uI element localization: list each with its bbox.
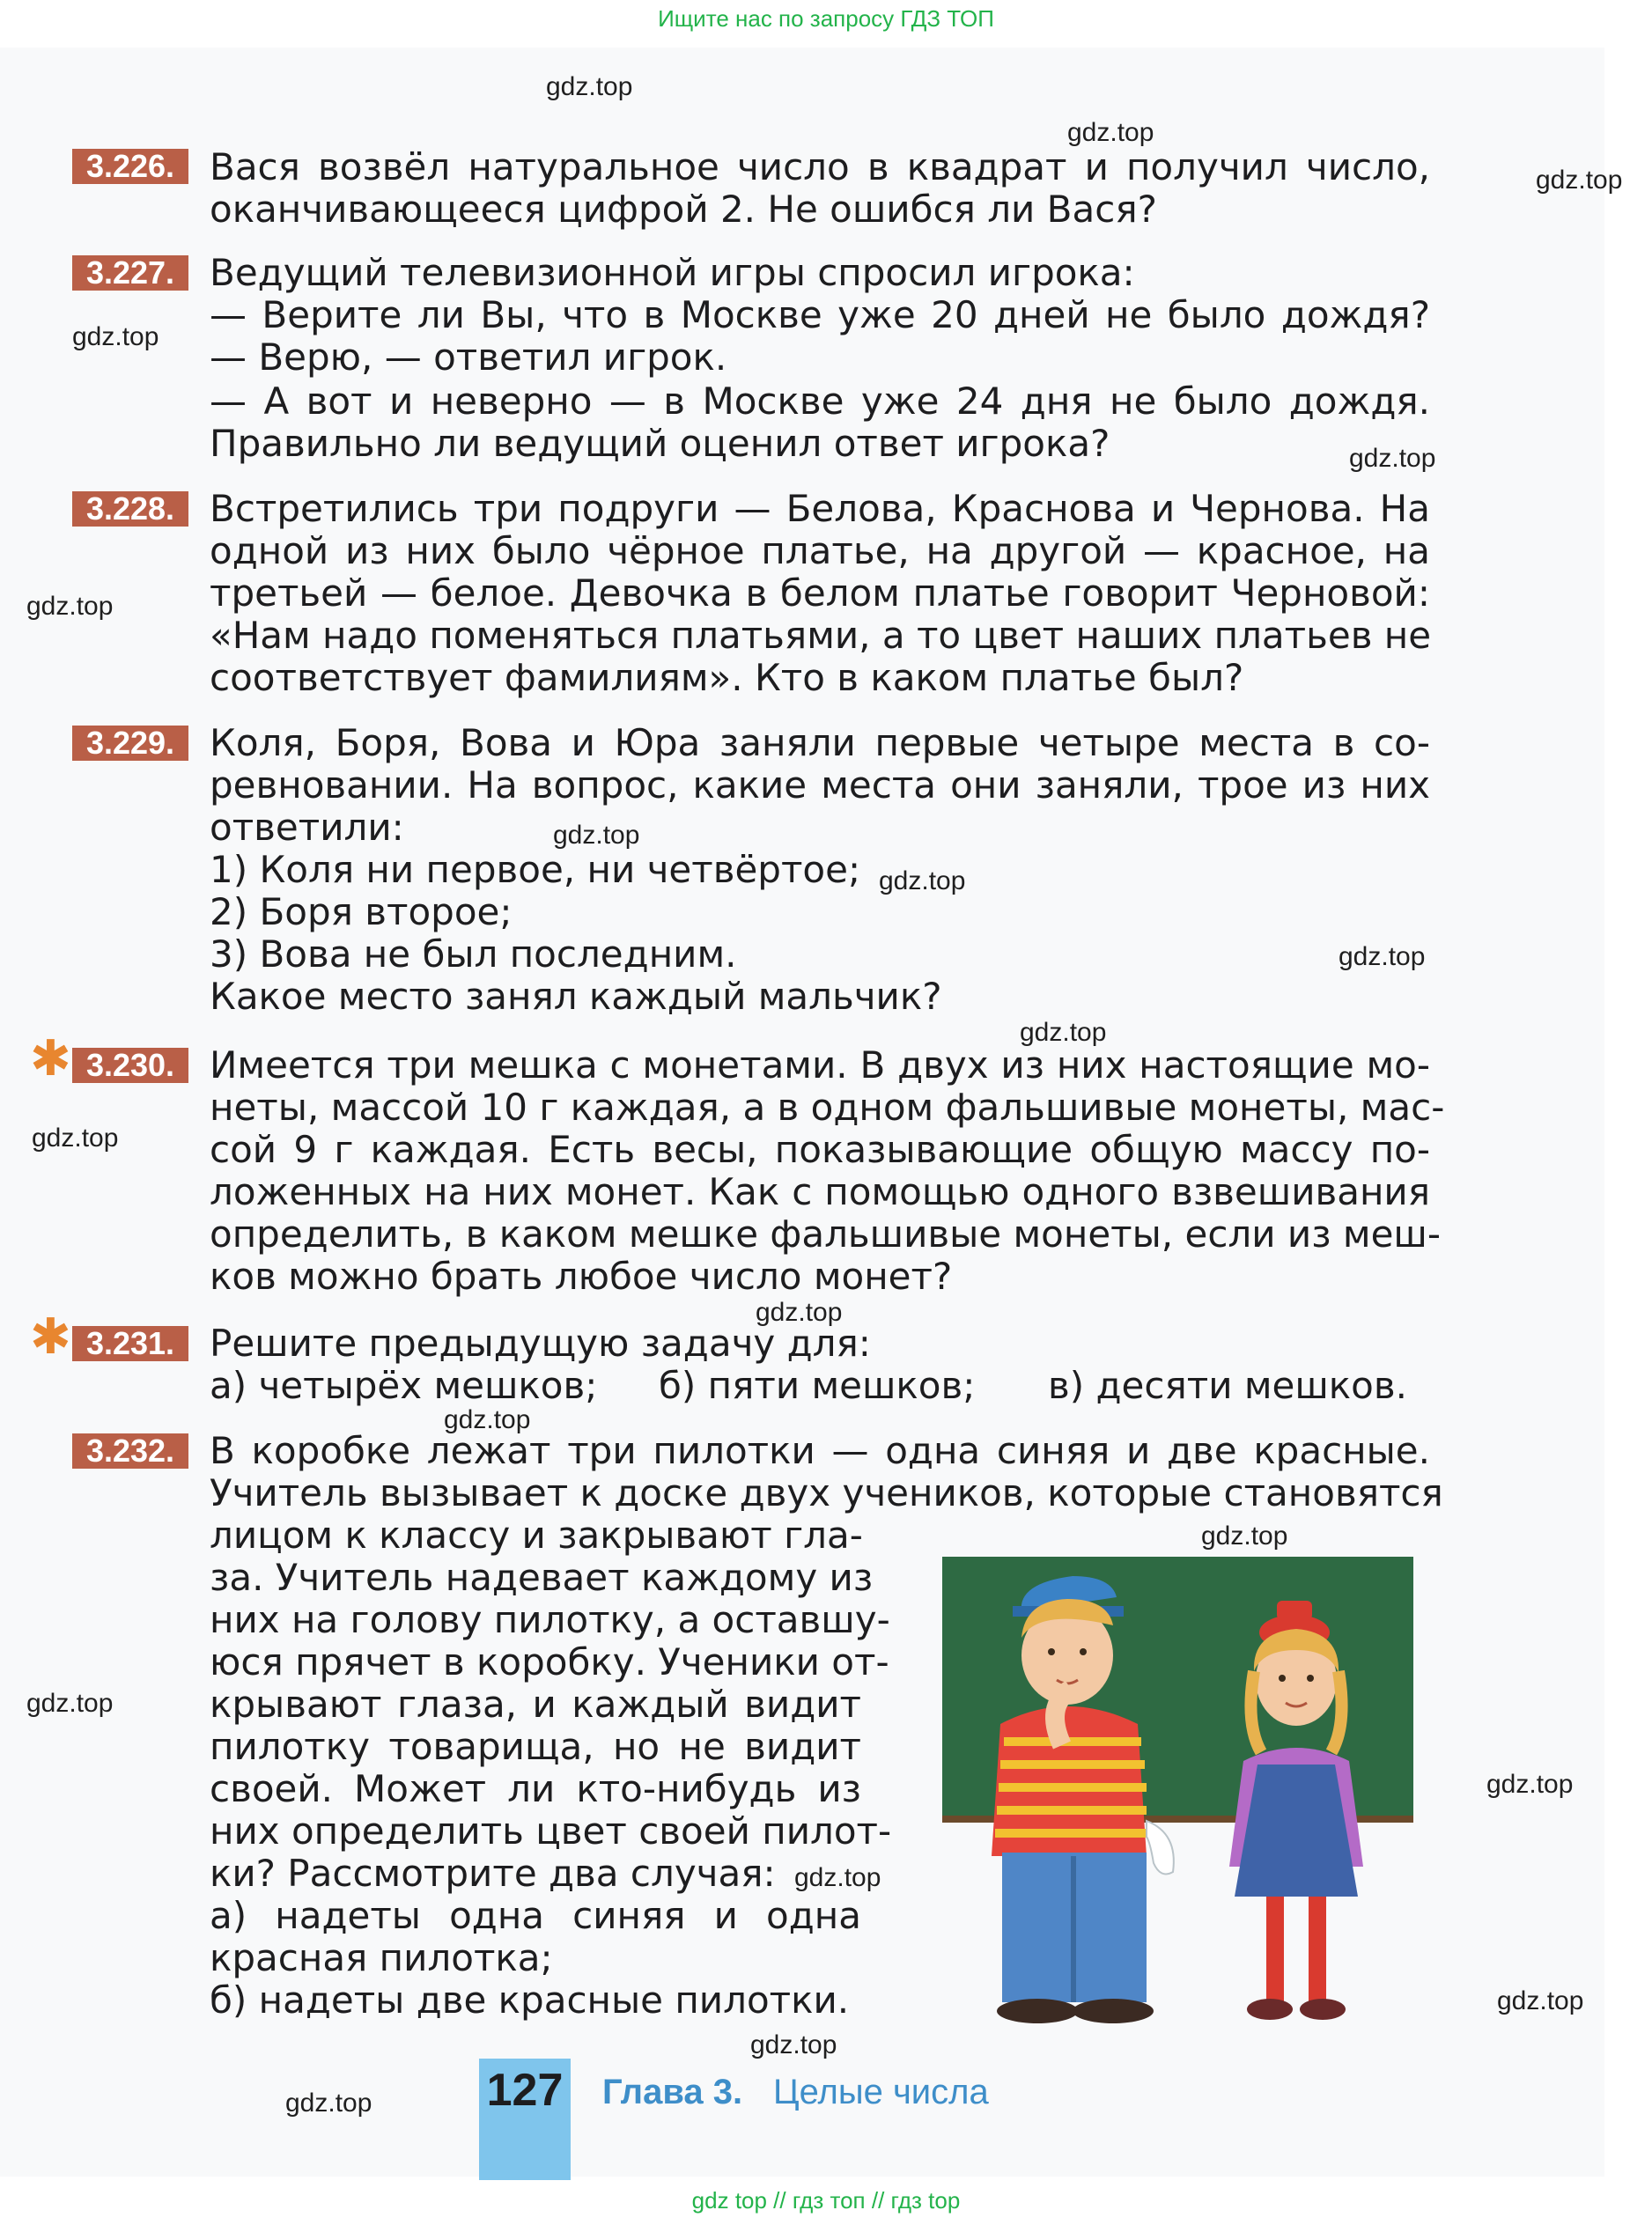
watermark: gdz.top xyxy=(444,1405,531,1434)
task-text-line: В коробке лежат три пилотки — одна синяя и две красные. xyxy=(210,1429,1430,1472)
watermark: gdz.top xyxy=(26,1689,114,1718)
watermark: gdz.top xyxy=(750,2030,837,2059)
watermark: gdz.top xyxy=(1497,1986,1584,2015)
task-number: 3.226. xyxy=(72,149,188,184)
task-text-line: ложенных на них монет. Как с помощью одного взвешивания xyxy=(210,1170,1430,1213)
task-text-line: Решите предыдущую задачу для: xyxy=(210,1322,871,1365)
task-text-line: ревновании. На вопрос, какие места они заняли, трое из них xyxy=(210,763,1430,807)
task-text-line: Правильно ли ведущий оценил ответ игрока? xyxy=(210,422,1110,465)
task-text-line: 1) Коля ни первое, ни четвёртое; xyxy=(210,848,861,891)
option-b: б) пяти мешков; xyxy=(659,1364,976,1407)
task-text-line: соответствует фамилиям». Кто в каком платье был? xyxy=(210,656,1244,699)
task-text-line: третьей — белое. Девочка в белом платье говорит Черновой: xyxy=(210,571,1430,615)
task-number: 3.229. xyxy=(72,726,188,761)
task-text-line: крывают глаза, и каждый видит xyxy=(210,1683,861,1726)
task-text-line: Встретились три подруги — Белова, Краснова и Чернова. На xyxy=(210,487,1430,530)
bottom-banner: gdz top // гдз топ // гдз top xyxy=(691,2187,961,2214)
task-number: 3.232. xyxy=(72,1433,188,1469)
option-a: а) четырёх мешков; xyxy=(210,1364,598,1407)
children-at-blackboard-illustration xyxy=(916,1557,1418,2050)
task-text-line: сой 9 г каждая. Есть весы, показывающие общую массу по- xyxy=(210,1128,1430,1171)
task-number: 3.231. xyxy=(72,1326,188,1361)
watermark: gdz.top xyxy=(1067,118,1154,147)
task-number: 3.227. xyxy=(72,255,188,291)
task-text-line: них определить цвет своей пилот- xyxy=(210,1809,892,1853)
page-number: 127 xyxy=(486,2065,564,2116)
asterisk-icon: ✱ xyxy=(30,1030,71,1087)
watermark: gdz.top xyxy=(285,2089,372,2118)
task-text-line: Имеется три мешка с монетами. В двух из них настоящие мо- xyxy=(210,1043,1430,1087)
task-text-line: ответили: xyxy=(210,806,404,849)
watermark: gdz.top xyxy=(1536,166,1623,195)
task-text-line: — А вот и неверно — в Москве уже 24 дня не было дождя. xyxy=(210,379,1430,423)
watermark: gdz.top xyxy=(1486,1770,1574,1799)
task-text-line: Какое место занял каждый мальчик? xyxy=(210,975,942,1018)
watermark: gdz.top xyxy=(546,72,633,101)
watermark: gdz.top xyxy=(794,1863,881,1892)
watermark: gdz.top xyxy=(72,322,159,351)
option-c: в) десяти мешков. xyxy=(1048,1364,1407,1407)
chapter-label: Глава 3. xyxy=(602,2073,743,2111)
task-text-line: них на голову пилотку, а оставшу- xyxy=(210,1598,890,1641)
watermark: gdz.top xyxy=(26,592,114,621)
top-banner: Ищите нас по запросу ГДЗ ТОП xyxy=(658,5,994,32)
task-text-line: — Верю, — ответил игрок. xyxy=(210,335,727,379)
task-text-line: б) надеты две красные пилотки. xyxy=(210,1978,850,2022)
task-text-line: Коля, Боря, Вова и Юра заняли первые четыре места в со- xyxy=(210,721,1430,764)
watermark: gdz.top xyxy=(553,821,640,850)
task-text-line: одной из них было чёрное платье, на другой — красное, на xyxy=(210,529,1430,572)
task-text-line: Вася возвёл натуральное число в квадрат и получил число, xyxy=(210,145,1430,188)
chapter-title: Целые числа xyxy=(773,2073,989,2111)
task-text-line: за. Учитель надевает каждому из xyxy=(210,1556,874,1599)
page-margin xyxy=(1604,48,1652,2177)
task-text-line: «Нам надо поменяться платьями, а то цвет наших платьев не xyxy=(210,614,1432,657)
task-text-line: 2) Боря второе; xyxy=(210,890,513,933)
task-text-line: пилотку товарища, но не видит xyxy=(210,1725,861,1768)
task-text-line: — Верите ли Вы, что в Москве уже 20 дней не было дождя? xyxy=(210,293,1430,336)
watermark: gdz.top xyxy=(879,866,966,895)
task-text-line: 3) Вова не был последним. xyxy=(210,932,737,976)
watermark: gdz.top xyxy=(1020,1018,1107,1047)
task-text-line: ки? Рассмотрите два случая: xyxy=(210,1852,776,1895)
task-text-line: ков можно брать любое число монет? xyxy=(210,1255,953,1298)
task-text-line: своей. Может ли кто-нибудь из xyxy=(210,1767,861,1810)
task-text-line: неты, массой 10 г каждая, а в одном фальшивые монеты, мас- xyxy=(210,1086,1445,1129)
task-text-line: Ведущий телевизионной игры спросил игрока: xyxy=(210,251,1135,294)
watermark: gdz.top xyxy=(32,1124,119,1153)
watermark: gdz.top xyxy=(1201,1521,1288,1551)
asterisk-icon: ✱ xyxy=(30,1308,71,1366)
task-number: 3.228. xyxy=(72,491,188,527)
task-text-line: Учитель вызывает к доске двух учеников, которые становятся xyxy=(210,1471,1443,1514)
task-text-line: красная пилотка; xyxy=(210,1936,553,1979)
task-text-line: юся прячет в коробку. Ученики от- xyxy=(210,1640,889,1683)
task-text-line: а) надеты одна синяя и одна xyxy=(210,1894,861,1937)
watermark: gdz.top xyxy=(756,1298,843,1327)
watermark: gdz.top xyxy=(1349,444,1436,473)
task-number: 3.230. xyxy=(72,1048,188,1083)
task-text-line: оканчивающееся цифрой 2. Не ошибся ли Вася? xyxy=(210,188,1157,231)
task-text-line: лицом к классу и закрывают гла- xyxy=(210,1514,863,1557)
task-text-line: определить, в каком мешке фальшивые монеты, если из меш- xyxy=(210,1212,1442,1256)
watermark: gdz.top xyxy=(1339,942,1426,971)
